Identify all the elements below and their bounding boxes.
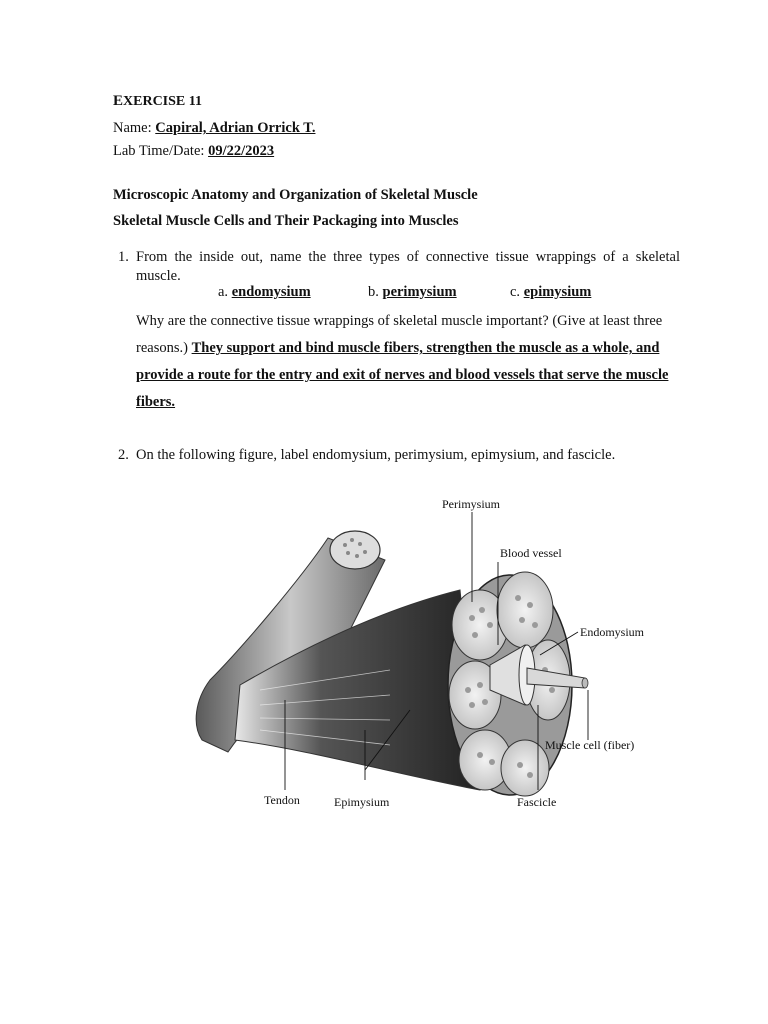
answer-a [218, 284, 311, 301]
answer-a-value: endomysium [231, 284, 311, 300]
labtime-value: 09/22/2023 [208, 143, 275, 159]
exercise-title-initial: E [113, 93, 124, 109]
muscle-anatomy-figure [180, 490, 660, 820]
answer-a-letter: a. [218, 284, 229, 300]
exercise-title [113, 93, 202, 110]
label-perimysium: Perimysium [442, 497, 501, 511]
label-fascicle: Fascicle [517, 795, 557, 809]
name-line [113, 120, 315, 137]
labtime-line [113, 143, 274, 160]
question-2 [118, 446, 680, 465]
answer-b-letter: b. [368, 284, 379, 300]
label-tendon: Tendon [264, 793, 300, 807]
question-2-number: 2. [118, 447, 129, 463]
name-value: Capiral, Adrian Orrick T. [155, 120, 316, 136]
why-answer: They support and bind muscle fibers, strengthen the muscle as a whole, and provide a route for the entry and exit of nerves and blood vessels that serve the muscle fibers. [136, 340, 669, 410]
name-label: Name: [113, 120, 152, 136]
answer-b-value: perimysium [382, 284, 457, 300]
label-blood-vessel: Blood vessel [500, 546, 562, 560]
subsection-heading: Skeletal Muscle Cells and Their Packaging into Muscles [113, 213, 459, 229]
answer-c-value: epimysium [523, 284, 592, 300]
label-endomysium: Endomysium [580, 625, 645, 639]
label-muscle-cell: Muscle cell (fiber) [545, 738, 635, 752]
answer-c [510, 284, 591, 301]
question-2-text: On the following figure, label endomysium, perimysium, epimysium, and fascicle. [136, 447, 616, 463]
tendon-cross-section [330, 531, 380, 569]
answer-b [368, 284, 457, 301]
answer-c-letter: c. [510, 284, 521, 300]
label-epimysium: Epimysium [334, 795, 390, 809]
question-1-text: From the inside out, name the three types of connective tissue wrappings of a skeletal muscle. [136, 249, 680, 284]
labtime-label: Lab Time/Date: [113, 143, 205, 159]
question-1-why [136, 308, 680, 416]
exercise-number: 11 [188, 94, 202, 109]
question-1-number: 1. [118, 249, 129, 265]
question-1 [118, 248, 680, 286]
section-heading: Microscopic Anatomy and Organization of Skeletal Muscle [113, 187, 478, 203]
exercise-title-rest: XERCISE [123, 94, 186, 109]
why-prompt: Why are the connective tissue wrappings of skeletal muscle important? (Give at least three reasons.) [136, 313, 663, 356]
